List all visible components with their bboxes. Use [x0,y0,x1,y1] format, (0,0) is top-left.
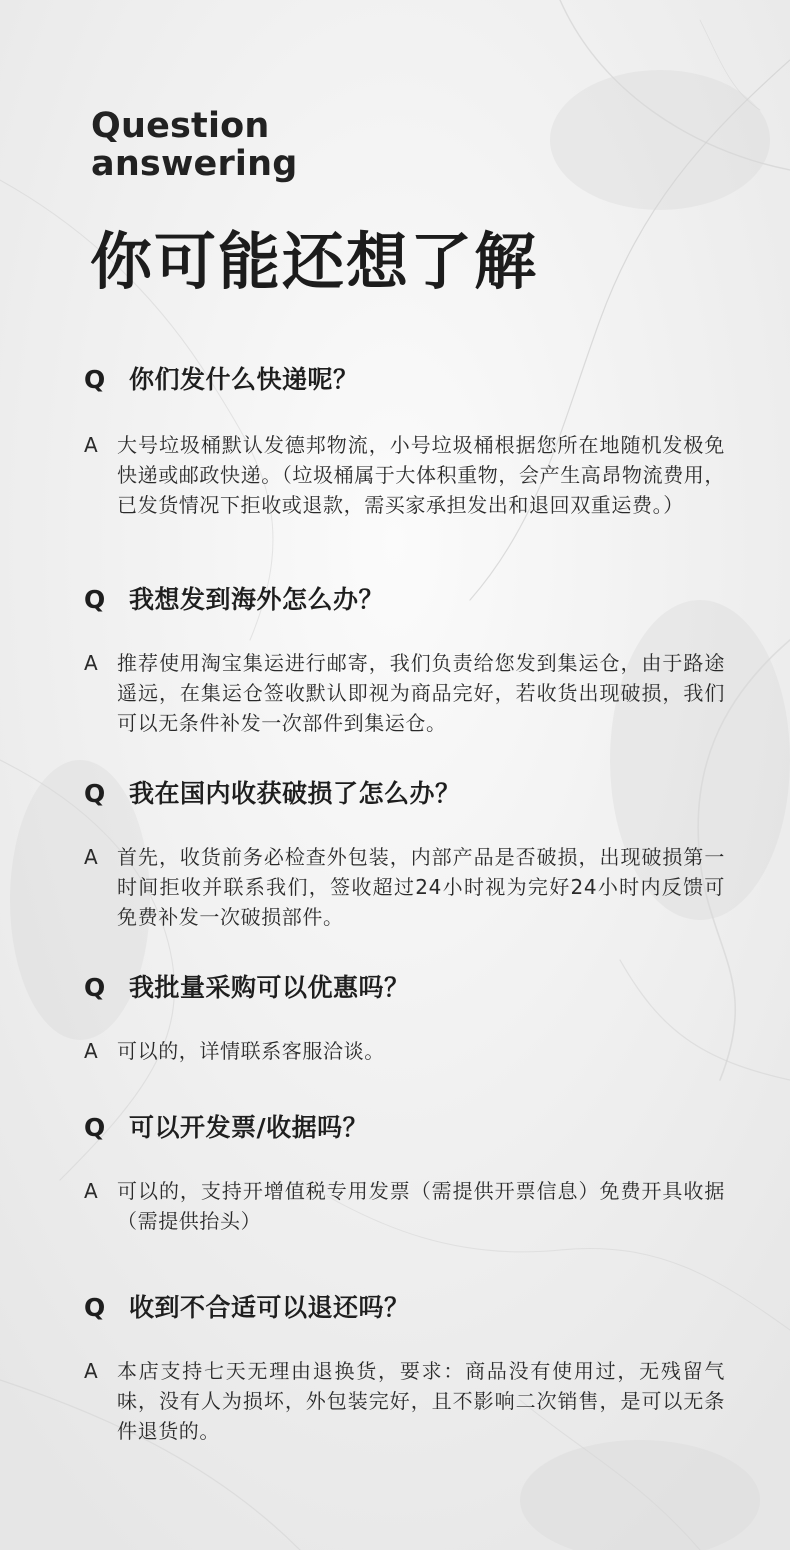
faq-item-1 [84,362,734,520]
question-row [84,776,734,812]
question-row [84,1290,734,1326]
answer-mark: A [84,1179,98,1203]
english-heading [91,107,297,183]
answer-mark: A [84,1039,98,1063]
answer-mark: A [84,1359,98,1383]
faq-item-3 [84,776,734,932]
answer-mark: A [84,845,98,869]
answer-mark: A [84,433,98,457]
answer-row [84,1036,734,1067]
question-mark: Q [84,365,106,394]
answer-text: 首先，收货前务必检查外包装，内部产品是否破损，出现破损第一时间拒收并联系我们，签收超过24小时视为完好24小时内反馈可免费补发一次破损部件。 [117,845,725,929]
answer-row [84,648,734,738]
english-heading-line2: answering [91,144,298,184]
faq-item-4 [84,970,734,1067]
question-mark: Q [84,1113,106,1142]
answer-mark: A [84,651,98,675]
question-row [84,582,734,618]
answer-text: 可以的，详情联系客服洽谈。 [117,1039,385,1063]
faq-item-6 [84,1290,734,1446]
faq-item-5 [84,1110,734,1236]
question-row [84,970,734,1006]
question-text: 可以开发票/收据吗？ [129,1113,369,1142]
english-heading-line1: Question [91,106,270,146]
page-title: 你可能还想了解 [90,225,539,298]
answer-text: 可以的，支持开增值税专用发票（需提供开票信息）免费开具收据（需提供抬头） [117,1179,725,1233]
question-mark: Q [84,973,106,1002]
answer-text: 本店支持七天无理由退换货，要求：商品没有使用过，无残留气味，没有人为损坏，外包装完好，且不影响二次销售，是可以无条件退货的。 [117,1359,725,1443]
answer-text: 大号垃圾桶默认发德邦物流，小号垃圾桶根据您所在地随机发极免快递或邮政快递。（垃圾桶属于大体积重物，会产生高昂物流费用，已发货情况下拒收或退款，需买家承担发出和退回双重运费。） [117,433,725,517]
question-text: 你们发什么快递呢？ [129,365,359,394]
question-text: 我在国内收获破损了怎么办？ [129,779,461,808]
question-row [84,362,734,398]
answer-row [84,1356,734,1446]
answer-row [84,430,734,520]
question-row [84,1110,734,1146]
question-mark: Q [84,779,106,808]
question-text: 我想发到海外怎么办？ [129,585,385,614]
answer-text: 推荐使用淘宝集运进行邮寄，我们负责给您发到集运仓，由于路途遥远，在集运仓签收默认即视为商品完好，若收货出现破损，我们可以无条件补发一次部件到集运仓。 [117,651,725,735]
question-text: 我批量采购可以优惠吗？ [129,973,410,1002]
answer-row [84,842,734,932]
faq-item-2 [84,582,734,738]
question-mark: Q [84,1293,106,1322]
answer-row [84,1176,734,1236]
question-text: 收到不合适可以退还吗？ [129,1293,410,1322]
question-mark: Q [84,585,106,614]
